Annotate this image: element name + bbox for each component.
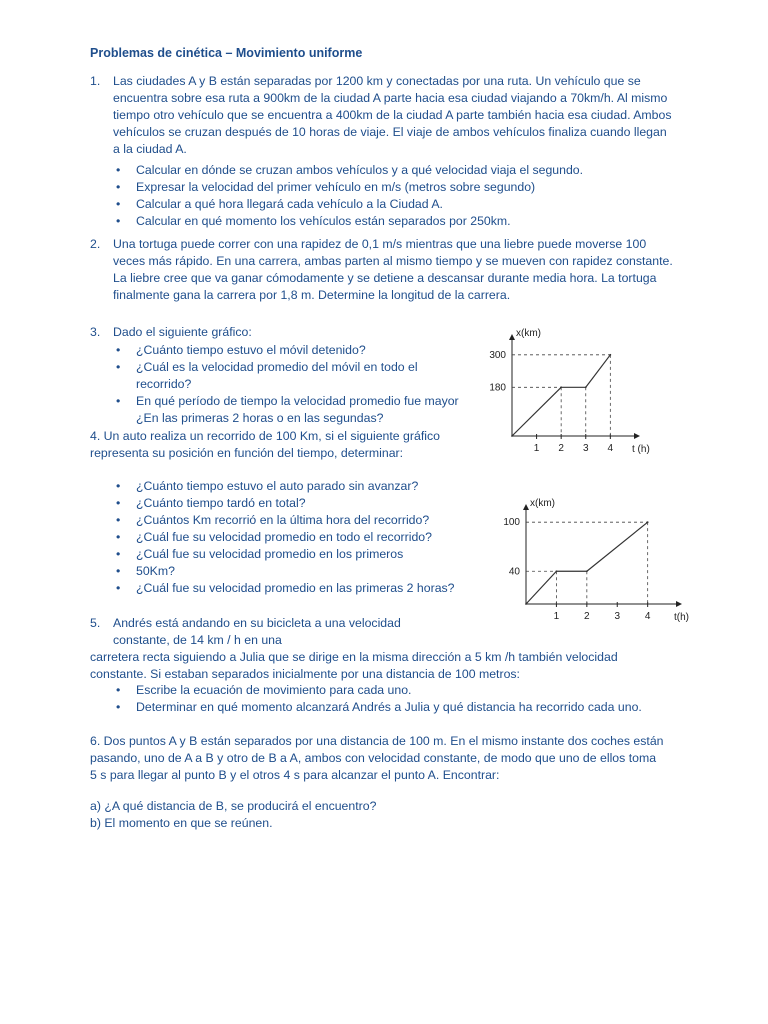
position-time-chart-2 bbox=[496, 496, 706, 626]
problem-3-number: 3. bbox=[90, 325, 101, 339]
list-item: • Calcular en dónde se cruzan ambos vehículos y a qué velocidad viaja el segundo. bbox=[136, 162, 676, 179]
x-axis-label: t (h) bbox=[632, 444, 650, 455]
y-tick-label: 40 bbox=[508, 566, 520, 578]
page-title: Problemas de cinética – Movimiento uniforme bbox=[90, 46, 363, 60]
x-tick-label: 2 bbox=[558, 443, 564, 454]
y-tick-label: 100 bbox=[503, 517, 520, 529]
list-item: • Expresar la velocidad del primer vehículo en m/s (metros sobre segundo) bbox=[136, 179, 676, 196]
problem-6-text: 6. Dos puntos A y B están separados por una distancia de 100 m. En el mismo instante dos coches están pasando, uno de A a B y otro de B a A, ambos con velocidad constante, de modo que uno de ellos toma 5 s para llegar al punto B y el otros 4 s para alcanzar el punto A. Encontrar: bbox=[90, 734, 664, 782]
problem-1-number: 1. bbox=[90, 74, 101, 88]
list-item: • ¿Cuánto tiempo estuvo el móvil detenido? bbox=[136, 342, 461, 359]
list-item: • Calcular a qué hora llegará cada vehículo a la Ciudad A. bbox=[136, 196, 676, 213]
data-segment bbox=[586, 355, 611, 387]
y-axis-arrow bbox=[523, 504, 529, 510]
problem-5-bullets bbox=[136, 682, 681, 716]
data-point bbox=[585, 386, 587, 388]
problem-1-bullets bbox=[136, 162, 676, 230]
y-tick-label: 300 bbox=[489, 349, 506, 361]
data-point bbox=[525, 603, 527, 605]
x-tick-label: 4 bbox=[607, 443, 614, 454]
list-item: • ¿Cuál fue su velocidad promedio en las primeras 2 horas? bbox=[136, 580, 456, 597]
problem-3-bullets bbox=[136, 342, 461, 427]
data-point bbox=[586, 570, 588, 572]
x-axis-arrow bbox=[676, 601, 682, 607]
list-item: • ¿Cuál es la velocidad promedio del móvil en todo el recorrido? bbox=[136, 359, 461, 393]
list-item: • Determinar en qué momento alcanzará Andrés a Julia y qué distancia ha recorrido cada uno. bbox=[136, 699, 681, 716]
position-time-chart-1 bbox=[480, 326, 660, 456]
data-point bbox=[556, 570, 558, 572]
x-tick-label: 1 bbox=[553, 611, 560, 622]
data-point bbox=[609, 354, 611, 356]
y-axis-arrow bbox=[509, 334, 515, 340]
data-segment bbox=[512, 387, 561, 436]
list-item: • Calcular en qué momento los vehículos están separados por 250km. bbox=[136, 213, 676, 230]
x-tick-label: 1 bbox=[533, 443, 540, 454]
list-item: • ¿Cuánto tiempo estuvo el auto parado sin avanzar? bbox=[136, 478, 481, 495]
list-item: • En qué período de tiempo la velocidad promedio fue mayor ¿En las primeras 2 horas o en las segundas? bbox=[136, 393, 461, 427]
list-item: • ¿Cuál fue su velocidad promedio en todo el recorrido? bbox=[136, 529, 481, 546]
problem-4-bullets bbox=[136, 478, 481, 597]
problem-2-text: Una tortuga puede correr con una rapidez de 0,1 m/s mientras que una liebre puede moverse 100 veces más rápido. En una carrera, ambas parten al mismo tiempo y se mueven con rapidez constante. La liebre cree que va ganar cómodamente y se detiene a descansar durante media hora. La tortuga finalmente gana la carrera por 1,8 m. Determine la longitud de la carrera. bbox=[113, 237, 673, 302]
data-segment bbox=[587, 522, 648, 571]
x-tick-label: 2 bbox=[584, 611, 590, 622]
list-item: • ¿Cuántos Km recorrió en la última hora del recorrido? bbox=[136, 512, 481, 529]
problem-1-text: Las ciudades A y B están separadas por 1200 km y conectadas por una ruta. Un vehículo que se encuentra sobre esa ruta a 900km de la ciudad A parte hacia esa ciudad viajando a 70km/h. Al mismo tiempo otro vehículo que se encuentra a 400km de la ciudad A parte también hacia esa ciudad. Ambos vehículos se cruzan después de 10 horas de viaje. El viaje de ambos vehículos finaliza cuando llegan a la ciudad A. bbox=[113, 74, 672, 156]
x-axis-arrow bbox=[634, 433, 640, 439]
problem-5-number: 5. bbox=[90, 616, 101, 630]
data-segment bbox=[526, 571, 556, 604]
y-axis-label: x(km) bbox=[516, 328, 541, 339]
list-item: • Escribe la ecuación de movimiento para cada uno. bbox=[136, 682, 681, 699]
problem-5-text-a: Andrés está andando en su bicicleta a una velocidad constante, de 14 km / h en una bbox=[113, 616, 401, 647]
problem-2-number: 2. bbox=[90, 237, 101, 251]
data-point bbox=[560, 386, 562, 388]
problem-3-text: Dado el siguiente gráfico: bbox=[113, 325, 252, 339]
problem-4-text: 4. Un auto realiza un recorrido de 100 Km, si el siguiente gráfico representa su posición en función del tiempo, determinar: bbox=[90, 429, 440, 460]
x-tick-label: 3 bbox=[582, 443, 589, 454]
data-point bbox=[647, 521, 649, 523]
problem-6-question-a: a) ¿A qué distancia de B, se producirá el encuentro? bbox=[90, 799, 377, 813]
problem-5-text-b: carretera recta siguiendo a Julia que se dirige en la misma dirección a 5 km /h también velocidad constante. Si estaban separados inicialmente por una distancia de 100 metros: bbox=[90, 650, 618, 681]
data-point bbox=[511, 435, 513, 437]
x-tick-label: 4 bbox=[644, 611, 651, 622]
list-item: • ¿Cuánto tiempo tardó en total? bbox=[136, 495, 481, 512]
x-axis-label: t(h) bbox=[674, 612, 689, 623]
problem-6-question-b: b) El momento en que se reúnen. bbox=[90, 816, 273, 830]
list-item: • 50Km? bbox=[136, 563, 481, 580]
list-item: • ¿Cuál fue su velocidad promedio en los primeros bbox=[136, 546, 481, 563]
y-tick-label: 180 bbox=[489, 382, 506, 394]
y-axis-label: x(km) bbox=[530, 498, 555, 509]
x-tick-label: 3 bbox=[614, 611, 621, 622]
